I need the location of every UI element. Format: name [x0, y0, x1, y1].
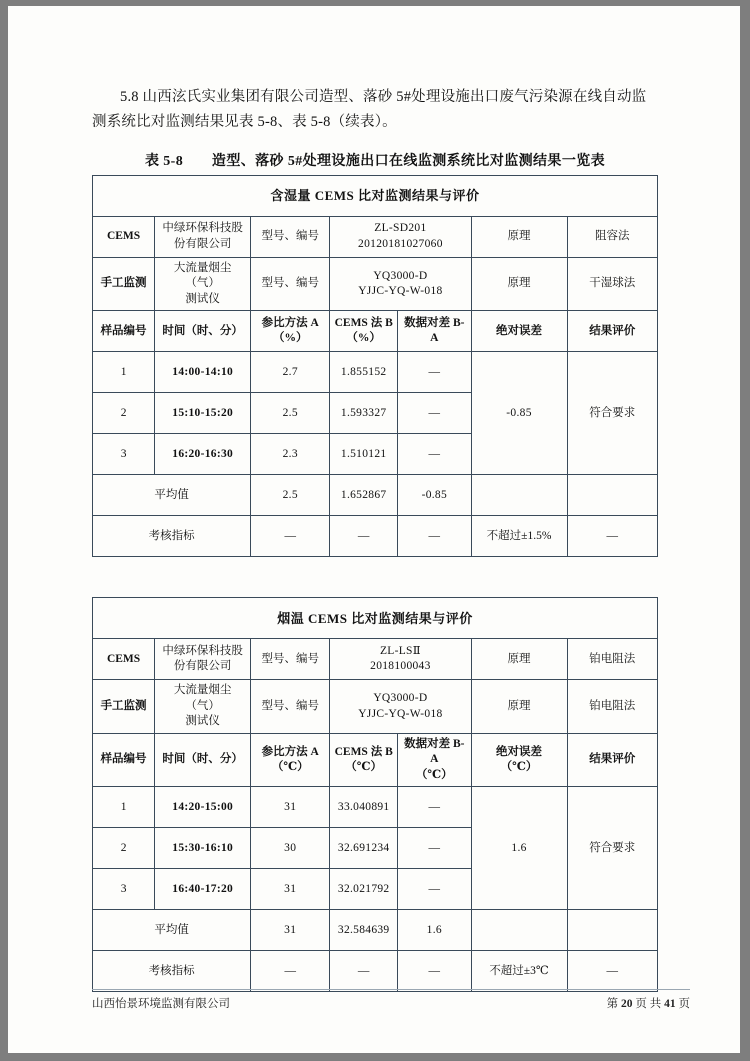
- value-method-a: 31: [251, 787, 330, 828]
- value-difference: —: [398, 869, 471, 910]
- header-sample-no: 样品编号: [93, 733, 155, 787]
- principle-label: 原理: [471, 216, 567, 257]
- average-method-b: 32.584639: [330, 910, 398, 951]
- manual-label: 手工监测: [93, 257, 155, 311]
- sample-no: 3: [93, 869, 155, 910]
- sample-time: 16:20-16:30: [155, 434, 251, 475]
- cems-manufacturer: 中绿环保科技股 份有限公司: [155, 216, 251, 257]
- sample-time: 15:10-15:20: [155, 393, 251, 434]
- sample-no: 2: [93, 828, 155, 869]
- scan-edge-bottom: [0, 1053, 750, 1061]
- sample-time: 14:00-14:10: [155, 352, 251, 393]
- model-label: 型号、编号: [251, 680, 330, 734]
- sample-time: 16:40-17:20: [155, 869, 251, 910]
- section-heading-temperature: 烟温 CEMS 比对监测结果与评价: [93, 598, 658, 639]
- header-difference: 数据对差 B-A （℃）: [398, 733, 471, 787]
- principle-label: 原理: [471, 639, 567, 680]
- value-method-b: 1.510121: [330, 434, 398, 475]
- sample-time: 14:20-15:00: [155, 787, 251, 828]
- value-difference: —: [398, 352, 471, 393]
- sample-no: 2: [93, 393, 155, 434]
- footer-page-prefix: 第: [606, 998, 619, 1010]
- table-row: [93, 516, 658, 557]
- table-row: [93, 951, 658, 992]
- criteria-a: —: [251, 516, 330, 557]
- cems-model-number: ZL-SD201 20120181027060: [330, 216, 471, 257]
- table-row: [93, 175, 658, 216]
- average-difference: 1.6: [398, 910, 471, 951]
- criteria-b: —: [330, 951, 398, 992]
- manual-instrument: 大流量烟尘（气） 测试仪: [155, 680, 251, 734]
- value-method-a: 2.3: [251, 434, 330, 475]
- criteria-limit: 不超过±1.5%: [471, 516, 567, 557]
- value-method-b: 1.593327: [330, 393, 398, 434]
- table-row: [93, 257, 658, 311]
- average-eval-blank: [567, 475, 657, 516]
- manual-model-number: YQ3000-D YJJC-YQ-W-018: [330, 680, 471, 734]
- table-row: [93, 352, 658, 393]
- criteria-b: —: [330, 516, 398, 557]
- page-footer: [92, 989, 690, 1011]
- criteria-diff: —: [398, 951, 471, 992]
- header-absolute-error: 绝对误差: [471, 311, 567, 352]
- value-method-b: 32.021792: [330, 869, 398, 910]
- header-time: 时间（时、分）: [155, 311, 251, 352]
- principle-label: 原理: [471, 680, 567, 734]
- criteria-limit: 不超过±3℃: [471, 951, 567, 992]
- sample-no: 1: [93, 787, 155, 828]
- cems-label: CEMS: [93, 216, 155, 257]
- principle-value: 铂电阻法: [567, 680, 657, 734]
- header-method-b: CEMS 法 B （%）: [330, 311, 398, 352]
- value-method-a: 30: [251, 828, 330, 869]
- principle-value: 铂电阻法: [567, 639, 657, 680]
- section-intro-paragraph: [92, 85, 658, 136]
- table-row: [93, 910, 658, 951]
- table-row: [93, 680, 658, 734]
- average-eval-blank: [567, 910, 657, 951]
- footer-page-suffix: 页: [678, 998, 690, 1010]
- scan-edge-top: [0, 0, 750, 6]
- header-method-a: 参比方法 A （%）: [251, 311, 330, 352]
- criteria-a: —: [251, 951, 330, 992]
- header-sample-no: 样品编号: [93, 311, 155, 352]
- cems-label: CEMS: [93, 639, 155, 680]
- criteria-label: 考核指标: [93, 516, 251, 557]
- footer-page-mid: 页 共: [635, 998, 662, 1010]
- sample-time: 15:30-16:10: [155, 828, 251, 869]
- scan-edge-left: [0, 0, 8, 1061]
- absolute-error-value: -0.85: [471, 352, 567, 475]
- average-difference: -0.85: [398, 475, 471, 516]
- manual-model-number: YQ3000-D YJJC-YQ-W-018: [330, 257, 471, 311]
- criteria-label: 考核指标: [93, 951, 251, 992]
- model-label: 型号、编号: [251, 216, 330, 257]
- table-caption: 表 5-8 造型、落砂 5#处理设施出口在线监测系统比对监测结果一览表: [144, 153, 606, 169]
- value-difference: —: [398, 828, 471, 869]
- table-header-row: [93, 311, 658, 352]
- comparison-results-table: [92, 175, 658, 993]
- average-label: 平均值: [93, 910, 251, 951]
- value-difference: —: [398, 787, 471, 828]
- average-method-a: 2.5: [251, 475, 330, 516]
- model-label: 型号、编号: [251, 639, 330, 680]
- value-method-a: 2.5: [251, 393, 330, 434]
- average-error-blank: [471, 910, 567, 951]
- footer-company: 山西怡景环境监测有限公司: [92, 998, 230, 1010]
- average-method-a: 31: [251, 910, 330, 951]
- footer-page-number: 20: [621, 998, 633, 1010]
- evaluation-value: 符合要求: [567, 352, 657, 475]
- table-row: [93, 475, 658, 516]
- header-absolute-error: 绝对误差 （℃）: [471, 733, 567, 787]
- value-method-b: 33.040891: [330, 787, 398, 828]
- footer-total-pages: 41: [664, 998, 676, 1010]
- principle-value: 干湿球法: [567, 257, 657, 311]
- header-evaluation: 结果评价: [567, 733, 657, 787]
- evaluation-value: 符合要求: [567, 787, 657, 910]
- header-difference: 数据对差 B-A: [398, 311, 471, 352]
- value-method-a: 31: [251, 869, 330, 910]
- average-error-blank: [471, 475, 567, 516]
- cems-model-number: ZL-LSⅡ 2018100043: [330, 639, 471, 680]
- manual-label: 手工监测: [93, 680, 155, 734]
- table-row: [93, 216, 658, 257]
- table-spacer: [93, 557, 658, 598]
- absolute-error-value: 1.6: [471, 787, 567, 910]
- header-time: 时间（时、分）: [155, 733, 251, 787]
- value-method-a: 2.7: [251, 352, 330, 393]
- header-method-a: 参比方法 A （℃）: [251, 733, 330, 787]
- average-label: 平均值: [93, 475, 251, 516]
- scan-edge-right: [740, 0, 750, 1061]
- principle-value: 阻容法: [567, 216, 657, 257]
- value-difference: —: [398, 434, 471, 475]
- criteria-diff: —: [398, 516, 471, 557]
- header-method-b: CEMS 法 B （℃）: [330, 733, 398, 787]
- section-heading-humidity: 含湿量 CEMS 比对监测结果与评价: [93, 175, 658, 216]
- table-header-row: [93, 733, 658, 787]
- sample-no: 1: [93, 352, 155, 393]
- value-method-b: 1.855152: [330, 352, 398, 393]
- value-method-b: 32.691234: [330, 828, 398, 869]
- footer-pagination: [607, 995, 690, 1011]
- intro-text: 5.8 山西泫氏实业集团有限公司造型、落砂 5#处理设施出口废气污染源在线自动监测系统比对监测结果见表 5-8、表 5-8（续表）。: [92, 88, 647, 130]
- manual-instrument: 大流量烟尘（气） 测试仪: [155, 257, 251, 311]
- principle-label: 原理: [471, 257, 567, 311]
- criteria-eval: —: [567, 951, 657, 992]
- cems-manufacturer: 中绿环保科技股 份有限公司: [155, 639, 251, 680]
- average-method-b: 1.652867: [330, 475, 398, 516]
- sample-no: 3: [93, 434, 155, 475]
- criteria-eval: —: [567, 516, 657, 557]
- table-row: [93, 787, 658, 828]
- table-row: [93, 598, 658, 639]
- value-difference: —: [398, 393, 471, 434]
- model-label: 型号、编号: [251, 257, 330, 311]
- header-evaluation: 结果评价: [567, 311, 657, 352]
- table-row: [93, 639, 658, 680]
